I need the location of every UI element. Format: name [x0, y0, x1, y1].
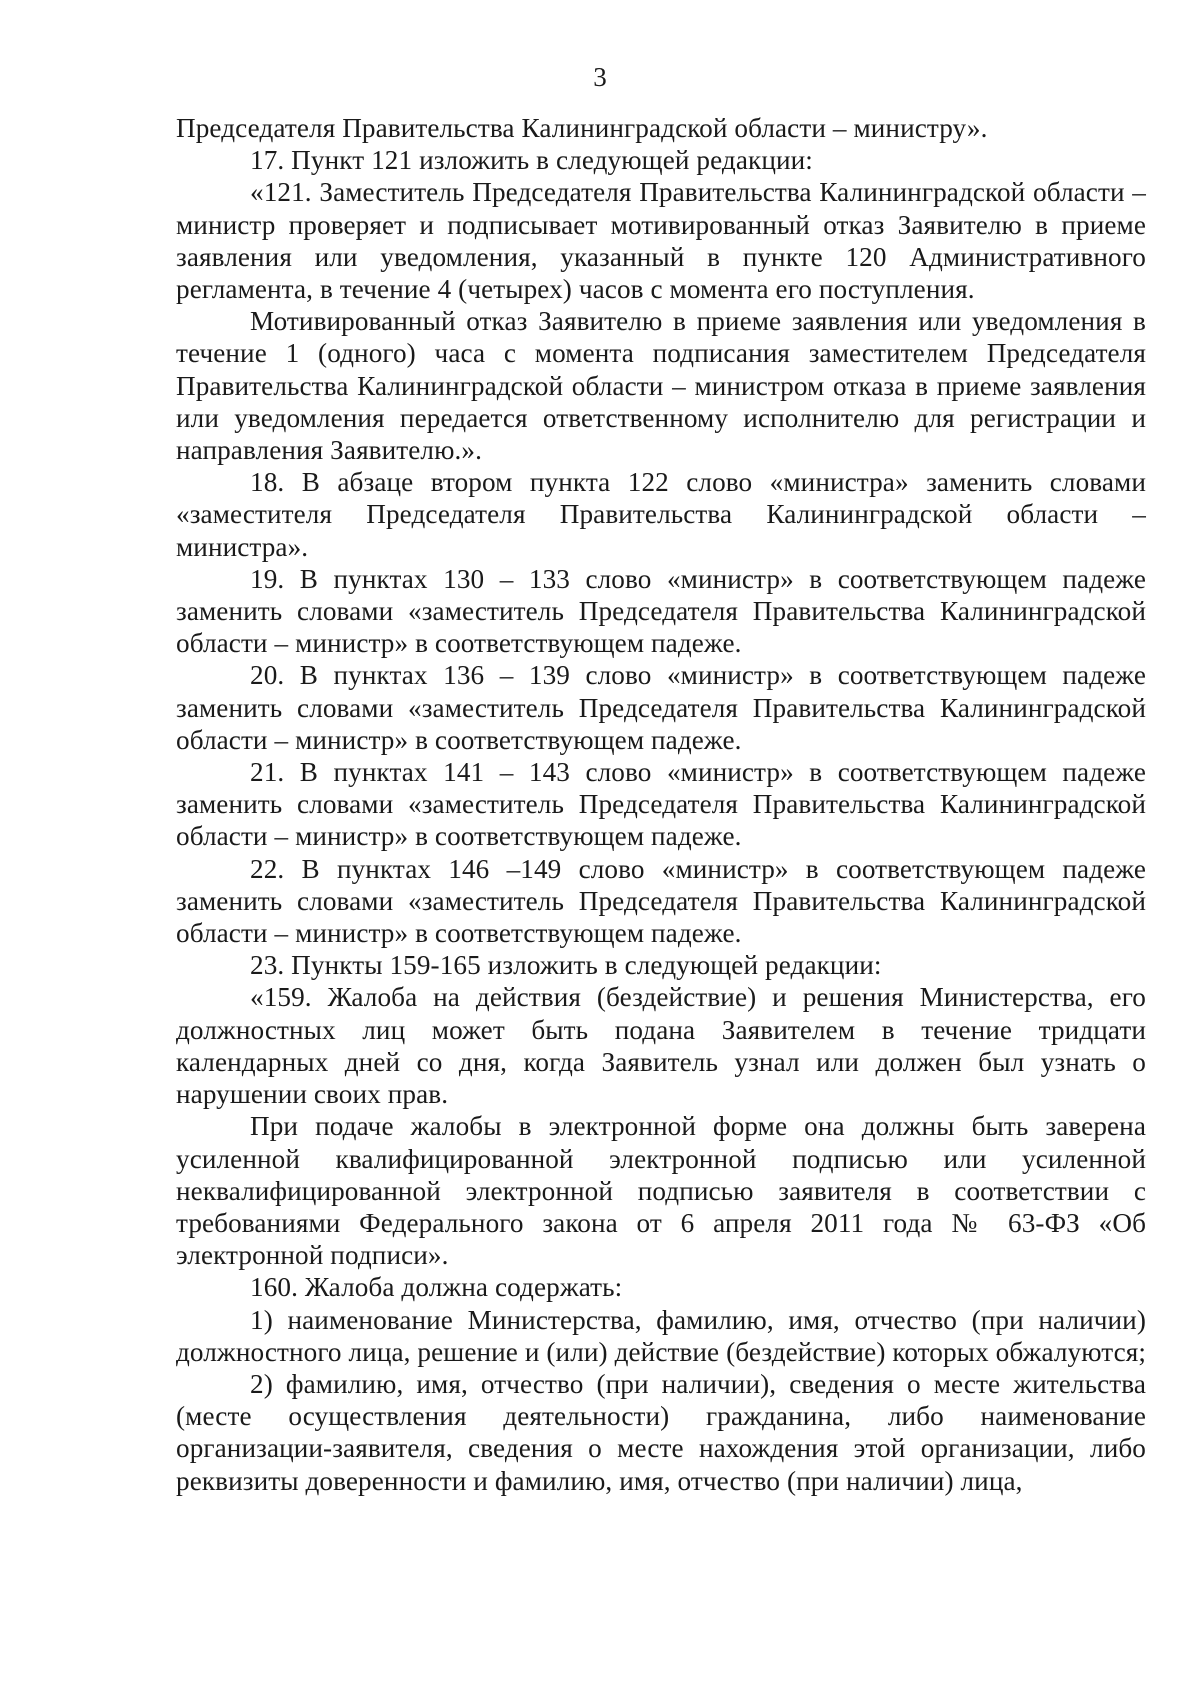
paragraph: 19. В пунктах 130 – 133 слово «министр» в соответствующем падеже заменить словами «заместитель Председателя Правительства Калининградской области – министр» в соответствующем падеже. — [176, 563, 1146, 659]
paragraph: 2) фамилию, имя, отчество (при наличии), сведения о месте жительства (месте осуществления деятельности) гражданина, либо наименование организации-заявителя, сведения о месте нахождения этой организации, либо реквизиты доверенности и фамилию, имя, отчество (при наличии) лица, — [176, 1368, 1146, 1496]
paragraph: 1) наименование Министерства, фамилию, имя, отчество (при наличии) должностного лица, решение и (или) действие (бездействие) которых обжалуются; — [176, 1304, 1147, 1367]
paragraph: 23. Пункты 159-165 изложить в следующей редакции: — [250, 950, 882, 981]
document-body — [176, 112, 1146, 1497]
page-number: 3 — [593, 62, 607, 92]
paragraph: При подаче жалобы в электронной форме она должны быть заверена усиленной квалифицированной электронной подписью или усиленной неквалифицированной электронной подписью заявителя в соответствии с требованиями Федерального закона от 6 апреля 2011 года № 63-ФЗ «Об электронной подписи». — [176, 1111, 1146, 1271]
paragraph: «121. Заместитель Председателя Правительства Калининградской области – министр проверяет и подписывает мотивированный отказ Заявителю в приеме заявления или уведомления, указанный в пункте 120 Административного регламента, в течение 4 (четырех) часов с момента его поступления. — [176, 177, 1146, 305]
paragraph: Мотивированный отказ Заявителю в приеме заявления или уведомления в течение 1 (одного) часа с момента подписания заместителем Председателя Правительства Калининградской области – министром отказа в приеме заявления или уведомления передается ответственному исполнителю для регистрации и направления Заявителю.». — [176, 306, 1146, 466]
paragraph: 20. В пунктах 136 – 139 слово «министр» в соответствующем падеже заменить словами «заместитель Председателя Правительства Калининградской области – министр» в соответствующем падеже. — [176, 660, 1146, 755]
paragraph: 22. В пунктах 146 –149 слово «министр» в соответствующем падеже заменить словами «заместитель Председателя Правительства Калининградской области – министр» в соответствующем падеже. — [176, 853, 1146, 949]
paragraph: 160. Жалоба должна содержать: — [250, 1272, 623, 1303]
paragraph: 21. В пунктах 141 – 143 слово «министр» в соответствующем падеже заменить словами «заместитель Председателя Правительства Калининградской области – министр» в соответствующем падеже. — [176, 757, 1146, 852]
paragraph: 17. Пункт 121 изложить в следующей редакции: — [250, 145, 813, 176]
paragraph: 18. В абзаце втором пункта 122 слово «министра» заменить словами «заместителя Председателя Правительства Калининградской области – министра». — [176, 467, 1146, 562]
paragraph: «159. Жалоба на действия (бездействие) и решения Министерства, его должностных лиц может быть подана Заявителем в течение тридцати календарных дней со дня, когда Заявитель узнал или должен был узнать о нарушении своих прав. — [176, 982, 1146, 1110]
paragraph: Председателя Правительства Калининградской области – министру». — [176, 113, 988, 143]
